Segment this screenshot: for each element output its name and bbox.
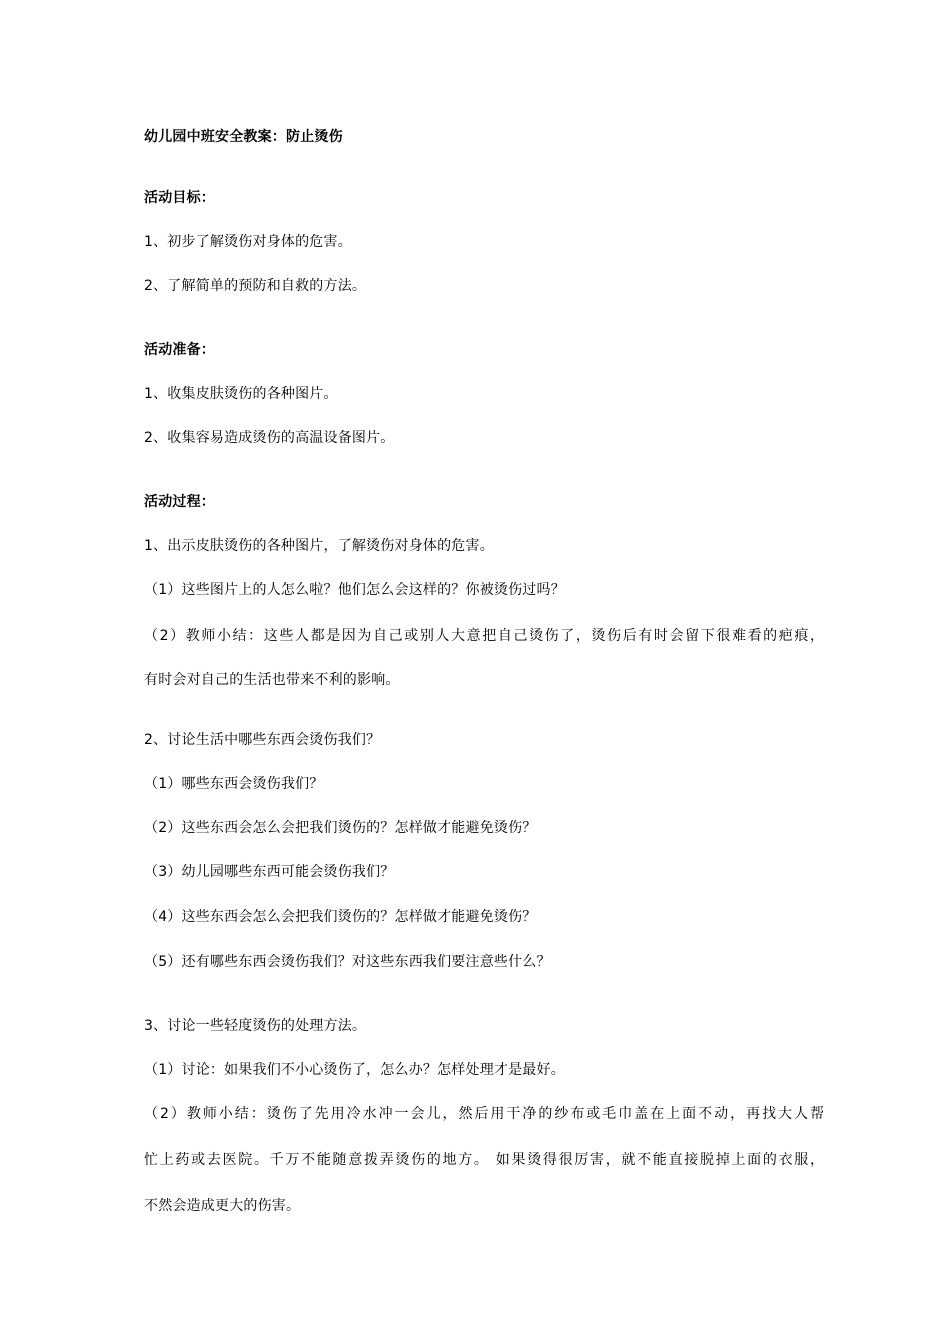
step3-summary-line: 不然会造成更大的伤害。	[144, 1198, 301, 1214]
step2-item: （2）这些东西会怎么会把我们烫伤的？怎样做才能避免烫伤？	[144, 820, 537, 836]
step1-summary-line: （2）教师小结：这些人都是因为自己或别人大意把自己烫伤了，烫伤后有时会留下很难看的疤痕，	[144, 628, 824, 644]
preparation-heading: 活动准备：	[144, 342, 215, 358]
preparation-item: 2、收集容易造成烫伤的高温设备图片。	[144, 430, 395, 446]
process-heading: 活动过程：	[144, 494, 215, 510]
goals-heading: 活动目标：	[144, 190, 215, 206]
goal-item: 2、了解简单的预防和自救的方法。	[144, 278, 367, 294]
step2-item: （1）哪些东西会烫伤我们？	[144, 776, 324, 792]
step2-item: （3）幼儿园哪些东西可能会烫伤我们？	[144, 864, 395, 880]
step3-summary-line: （2）教师小结：烫伤了先用冷水冲一会儿，然后用干净的纱布或毛巾盖在上面不动，再找大人帮	[144, 1106, 824, 1122]
step3-question: （1）讨论：如果我们不小心烫伤了，怎么办？怎样处理才是最好。	[144, 1062, 565, 1078]
goal-item: 1、初步了解烫伤对身体的危害。	[144, 234, 352, 250]
step1-question: （1）这些图片上的人怎么啦？他们怎么会这样的？你被烫伤过吗？	[144, 582, 565, 598]
document-title: 幼儿园中班安全教案：防止烫伤	[144, 129, 343, 145]
step3-title: 3、讨论一些轻度烫伤的处理方法。	[144, 1018, 367, 1034]
step3-summary-line: 忙上药或去医院。千万不能随意拨弄烫伤的地方。 如果烫得很厉害，就不能直接脱掉上面的衣服，	[144, 1152, 824, 1168]
step2-title: 2、讨论生活中哪些东西会烫伤我们？	[144, 732, 381, 748]
preparation-item: 1、收集皮肤烫伤的各种图片。	[144, 386, 338, 402]
step1-title: 1、出示皮肤烫伤的各种图片，了解烫伤对身体的危害。	[144, 538, 494, 554]
step2-item: （5）还有哪些东西会烫伤我们？对这些东西我们要注意些什么？	[144, 954, 551, 970]
step2-item: （4）这些东西会怎么会把我们烫伤的？怎样做才能避免烫伤？	[144, 909, 537, 925]
step1-summary-line: 有时会对自己的生活也带来不利的影响。	[144, 672, 400, 688]
